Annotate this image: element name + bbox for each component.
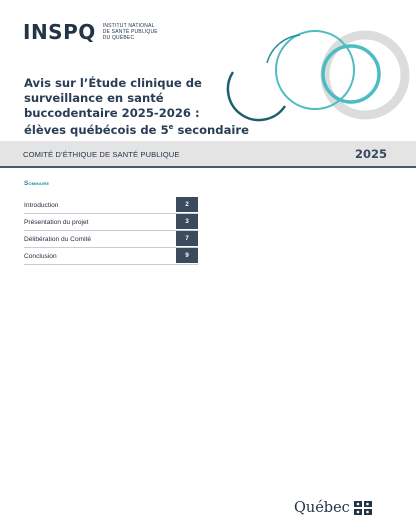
toc-item-label: Introduction [24, 202, 59, 209]
committee-band [0, 141, 416, 168]
toc-item-presentation[interactable] [24, 214, 198, 231]
toc-page-number: 2 [176, 197, 198, 212]
toc-heading: Sommaire [24, 180, 50, 187]
inspq-logo [23, 22, 158, 42]
title-line: élèves québécois de 5 [24, 123, 169, 138]
logo-subtitle-line: DE SANTÉ PUBLIQUE [102, 29, 158, 35]
title-superscript: e [168, 123, 174, 132]
fleur-de-lis-flag-icon [354, 501, 372, 515]
committee-name: COMITÉ D’ÉTHIQUE DE SANTÉ PUBLIQUE [23, 150, 180, 159]
document-title [24, 76, 254, 138]
toc-page-number: 3 [176, 214, 198, 229]
toc-item-label: Délibération du Comité [24, 236, 92, 243]
logo-wordmark: INSPQ [23, 20, 96, 44]
logo-subtitle-line: DU QUÉBEC [102, 35, 135, 41]
toc-page-number: 7 [176, 231, 198, 246]
title-line: surveillance en santé [24, 90, 164, 105]
toc-item-conclusion[interactable] [24, 248, 198, 265]
publication-year: 2025 [354, 147, 387, 161]
toc-page-number: 9 [176, 248, 198, 263]
quebec-government-logo [294, 501, 372, 516]
logo-subtitle-line: INSTITUT NATIONAL [102, 23, 155, 29]
teal-large-circle [276, 31, 354, 109]
table-of-contents [24, 197, 198, 265]
toc-item-label: Présentation du projet [24, 219, 89, 226]
title-line: Avis sur l’Étude clinique de [24, 76, 202, 90]
quebec-wordmark: Québec [294, 500, 350, 516]
toc-item-label: Conclusion [24, 253, 57, 260]
title-line: buccodentaire 2025-2026 : [24, 105, 200, 120]
toc-item-deliberation[interactable] [24, 231, 198, 248]
logo-subtitle [103, 23, 158, 41]
title-line: secondaire [173, 123, 249, 138]
toc-item-introduction[interactable] [24, 197, 198, 214]
teal-arc-accent [267, 35, 300, 63]
